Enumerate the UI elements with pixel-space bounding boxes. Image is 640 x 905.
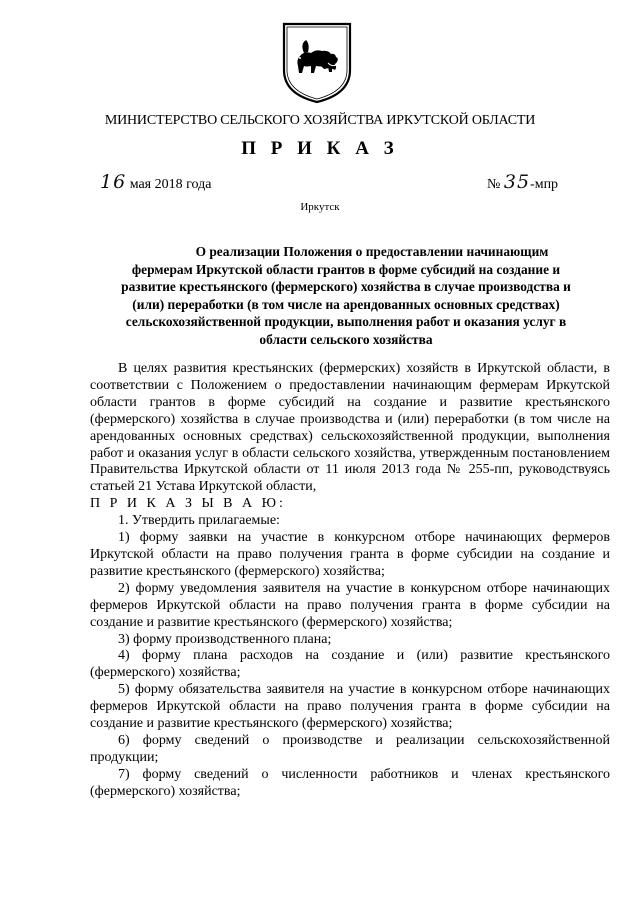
- order-item: 5) форму обязательства заявителя на участие в конкурсном отборе начинающих фермеров Иркутской области на право получения гранта в форме субсидии на создание и развитие крестьянского (фермерского) хозяйства;: [90, 682, 610, 732]
- irkutsk-coat-of-arms-icon: [280, 20, 354, 104]
- order-number-prefix: №: [487, 177, 501, 192]
- order-item: 1) форму заявки на участие в конкурсном отборе начинающих фермеров Иркутской области на право получения гранта в форме субсидии на создание и развитие крестьянского (фермерского) хозяйства;: [90, 530, 610, 579]
- order-word: П Р И К А З Ы В А Ю:: [90, 496, 286, 512]
- order-body: [90, 361, 610, 801]
- order-date: [100, 171, 211, 193]
- order-number: [487, 171, 558, 193]
- order-date-rest: мая 2018 года: [129, 177, 212, 192]
- subject-line: области сельского хозяйства: [259, 331, 433, 347]
- order-item: 2) форму уведомления заявителя на участие в конкурсном отборе начинающих фермеров Иркутской области на право получения гранта в форме субсидии на создание и развитие крестьянского (фермерского) хозяйства;: [90, 580, 610, 630]
- order-number-value: 35: [503, 171, 531, 193]
- ministry-name: МИНИСТЕРСТВО СЕЛЬСКОГО ХОЗЯЙСТВА ИРКУТСКОЙ ОБЛАСТИ: [104, 113, 536, 128]
- order-number-suffix: -мпр: [530, 177, 559, 192]
- document-title: П Р И К А З: [241, 138, 399, 159]
- subject-line: фермерам Иркутской области грантов в форме субсидий на создание и: [131, 261, 561, 277]
- subject-line: (или) переработки (в том числе на арендованных основных средствах): [132, 296, 560, 312]
- preamble-paragraph: В целях развития крестьянских (фермерских) хозяйств в Иркутской области, в соответствии с Положением о предоставлении начинающим фермерам Иркутской области грантов в форме субсидий на создание и развитие крестьянского (фермерского) хозяйства в случае производства и (или) переработки (в том числе на арендованных основных средствах) сельскохозяйственной продукции, выполнения работ и оказания услуг в области сельского хозяйства, утвержденным постановлением Правительства Иркутской области от 11 июля 2013 года № 255-пп, руководствуясь статьей 21 Устава Иркутской области,: [90, 361, 610, 495]
- order-item: 1. Утвердить прилагаемые:: [118, 513, 280, 529]
- order-date-day: 16: [100, 171, 127, 193]
- subject-line: сельскохозяйственной продукции, выполнения работ и оказания услуг в: [125, 314, 567, 329]
- order-item: 7) форму сведений о численности работников и членах крестьянского (фермерского) хозяйства;: [90, 766, 610, 799]
- subject-line: развитие крестьянского (фермерского) хозяйства в случае производства и: [121, 279, 571, 294]
- city-name: Иркутск: [300, 201, 340, 213]
- order-item: 3) форму производственного плана;: [118, 631, 332, 647]
- order-item: 6) форму сведений о производстве и реализации сельскохозяйственной продукции;: [90, 732, 610, 765]
- order-subject: [98, 243, 594, 348]
- order-item: 4) форму плана расходов на создание и (или) развитие крестьянского (фермерского) хозяйства;: [90, 648, 610, 681]
- subject-line: О реализации Положения о предоставлении начинающим: [195, 244, 549, 259]
